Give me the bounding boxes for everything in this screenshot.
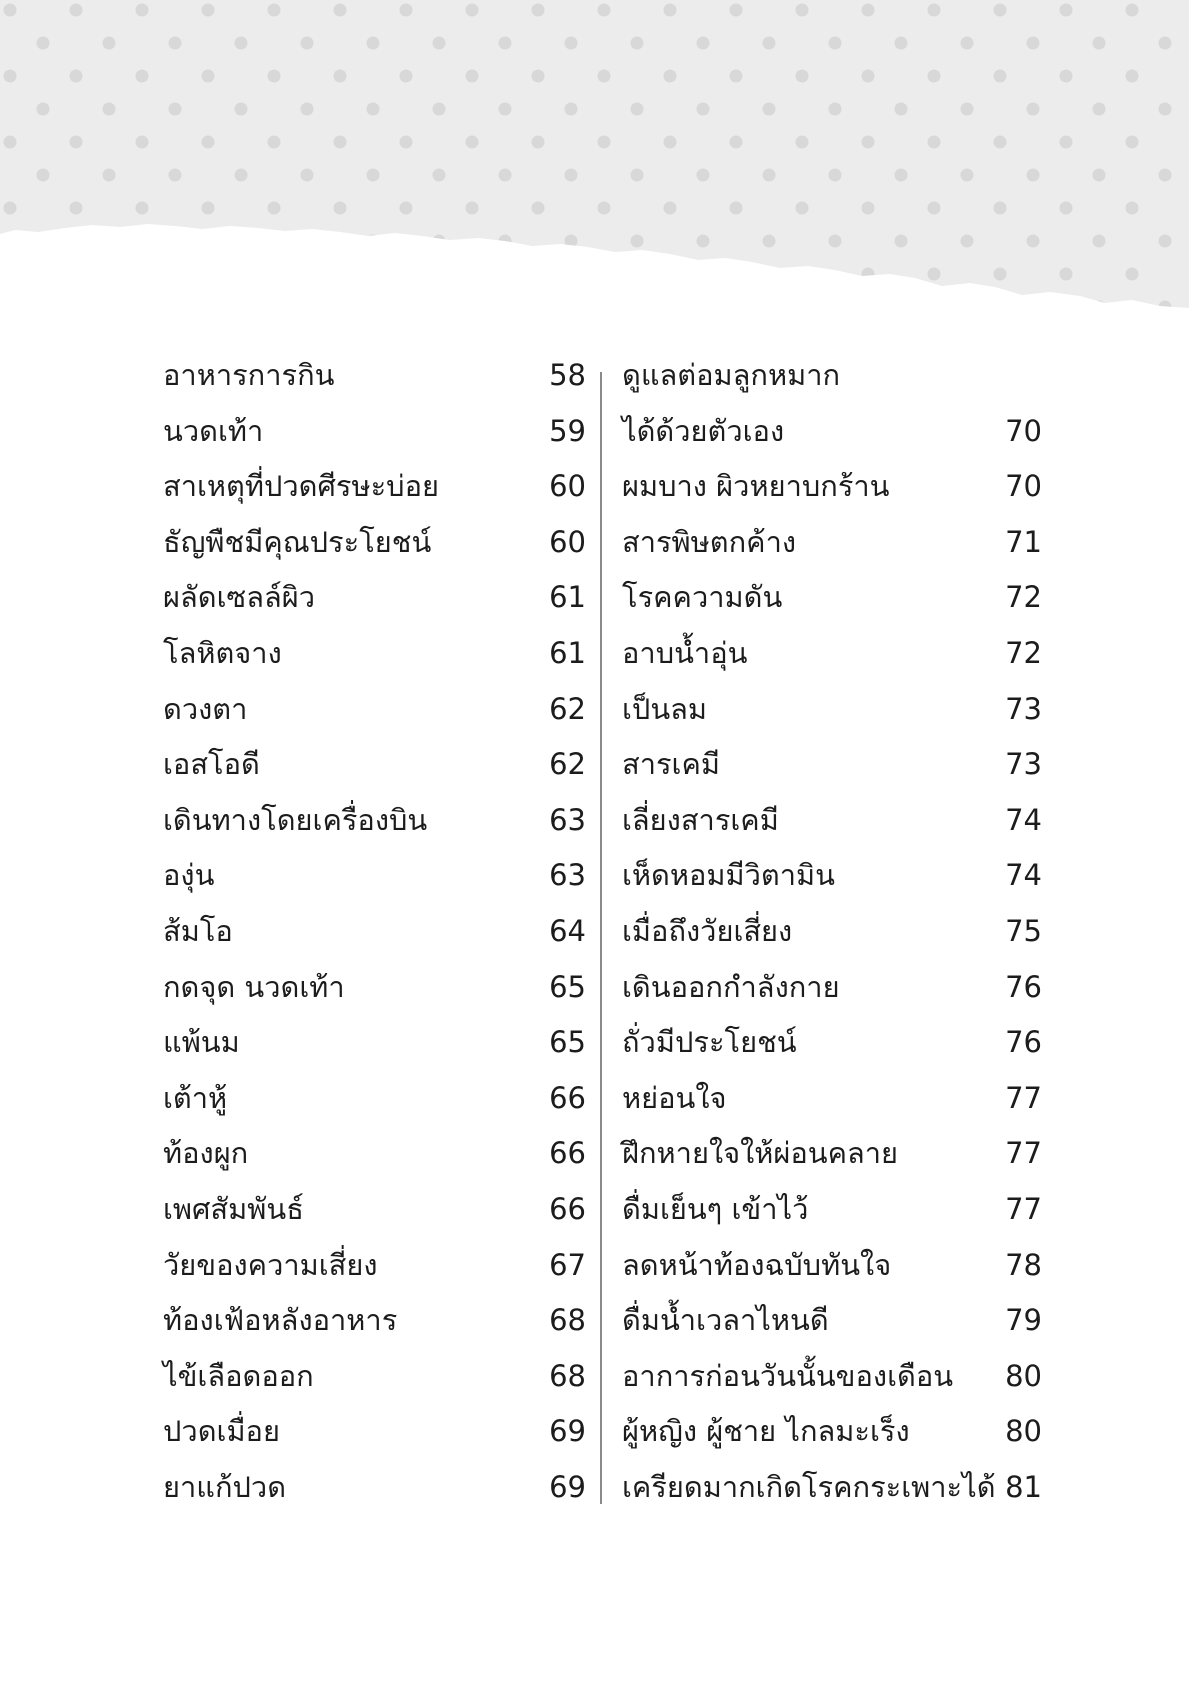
- toc-entry[interactable]: [622, 689, 1042, 745]
- toc-entry-title: ดวงตา: [163, 691, 248, 726]
- toc-entry-title: องุ่น: [163, 858, 215, 893]
- toc-entry-title: ผมบาง ผิวหยาบกร้าน: [622, 469, 890, 504]
- toc-entry[interactable]: [622, 355, 1042, 411]
- toc-entry-title: อาการก่อนวันนั้นของเดือน: [622, 1358, 954, 1393]
- toc-entry-page: 66: [549, 1136, 586, 1171]
- toc-entry[interactable]: [163, 1300, 586, 1356]
- toc-entry-page: 66: [549, 1080, 586, 1115]
- toc-entry-title: กดจุด นวดเท้า: [163, 969, 345, 1004]
- toc-entry-title: เครียดมากเกิดโรคกระเพาะได้: [622, 1469, 996, 1504]
- toc-entry[interactable]: [622, 1133, 1042, 1189]
- toc-entry-page: 78: [1005, 1247, 1042, 1282]
- toc-entry-page: 77: [1005, 1191, 1042, 1226]
- toc-entry[interactable]: [622, 1078, 1042, 1134]
- toc-entry-title: ส้มโอ: [163, 913, 233, 948]
- toc-entry-page: 79: [1005, 1303, 1042, 1338]
- toc-entry[interactable]: [163, 522, 586, 578]
- toc-entry[interactable]: [622, 800, 1042, 856]
- toc-entry-page: 72: [1005, 635, 1042, 670]
- toc-entry-title: แพ้นม: [163, 1025, 240, 1060]
- toc-entry-title: โรคความดัน: [622, 580, 783, 615]
- toc-right-column: [622, 355, 1042, 1522]
- toc-entry-title: เป็นลม: [622, 691, 708, 726]
- toc-entry-title: ปวดเมื่อย: [163, 1414, 280, 1449]
- toc-entry-page: 58: [549, 358, 586, 392]
- toc-entry-title: เต้าหู้: [163, 1080, 228, 1115]
- toc-entry-title: นวดเท้า: [163, 413, 264, 448]
- toc-entry[interactable]: [622, 1189, 1042, 1245]
- toc-entry[interactable]: [622, 466, 1042, 522]
- toc-entry-title: หย่อนใจ: [622, 1080, 727, 1115]
- toc-entry-page: 68: [549, 1358, 586, 1393]
- toc-entry[interactable]: [163, 744, 586, 800]
- toc-entry[interactable]: [622, 411, 1042, 467]
- toc-entry[interactable]: [163, 1189, 586, 1245]
- toc-entry[interactable]: [163, 1356, 586, 1412]
- toc-entry-page: 70: [1005, 413, 1042, 448]
- toc-entry-page: 80: [1005, 1414, 1042, 1449]
- toc-entry-title: ได้ด้วยตัวเอง: [622, 413, 785, 448]
- toc-entry-title: ดื่มน้ำเวลาไหนดี: [622, 1303, 829, 1338]
- toc-entry-title: เดินทางโดยเครื่องบิน: [163, 802, 428, 837]
- toc-entry-page: 70: [1005, 469, 1042, 504]
- toc-entry-page: 61: [549, 580, 586, 615]
- torn-paper-banner: [0, 0, 1189, 320]
- toc-entry[interactable]: [622, 1467, 1042, 1523]
- toc-entry-title: โลหิตจาง: [163, 635, 282, 670]
- toc-entry-page: 74: [1005, 858, 1042, 893]
- banner-dots: [0, 0, 1189, 308]
- toc-entry-page: 60: [549, 469, 586, 504]
- toc-entry-page: 65: [549, 1025, 586, 1060]
- toc-entry-title: เพศสัมพันธ์: [163, 1191, 304, 1226]
- toc-entry[interactable]: [163, 1411, 586, 1467]
- toc-entry-page: 72: [1005, 580, 1042, 615]
- toc-entry-title: ถั่วมีประโยชน์: [622, 1025, 797, 1060]
- toc-entry-page: 76: [1005, 969, 1042, 1004]
- toc-entry-title: ท้องผูก: [163, 1136, 249, 1171]
- toc-entry[interactable]: [622, 1300, 1042, 1356]
- toc-entry-page: 76: [1005, 1025, 1042, 1060]
- toc-entry-page: 69: [549, 1469, 586, 1504]
- toc-entry-page: 65: [549, 969, 586, 1004]
- toc-entry-page: 64: [549, 913, 586, 948]
- toc-entry[interactable]: [163, 1078, 586, 1134]
- toc-entry-title: อาบน้ำอุ่น: [622, 635, 748, 670]
- toc-entry[interactable]: [622, 744, 1042, 800]
- toc-entry-title: ดื่มเย็นๆ เข้าไว้: [622, 1191, 809, 1226]
- toc-entry[interactable]: [622, 1245, 1042, 1301]
- toc-entry-title: สาเหตุที่ปวดศีรษะบ่อย: [163, 469, 439, 504]
- toc-entry-title: ผู้หญิง ผู้ชาย ไกลมะเร็ง: [622, 1414, 910, 1449]
- toc-entry-page: 63: [549, 858, 586, 893]
- toc-entry-page: 71: [1005, 524, 1042, 559]
- toc-entry-title: ธัญพืชมีคุณประโยชน์: [163, 524, 432, 559]
- toc-entry[interactable]: [163, 967, 586, 1023]
- toc-entry-title: วัยของความเสี่ยง: [163, 1247, 378, 1282]
- toc-entry-page: 60: [549, 524, 586, 559]
- toc-entry-title: อาหารการกิน: [163, 358, 335, 392]
- toc-entry-title: เอสโอดี: [163, 747, 260, 782]
- toc-entry-page: 74: [1005, 802, 1042, 837]
- column-divider: [600, 372, 602, 1504]
- toc-entry[interactable]: [163, 1133, 586, 1189]
- toc-entry-title: สารเคมี: [622, 747, 720, 782]
- toc-entry[interactable]: [163, 800, 586, 856]
- toc-left-column: [163, 355, 586, 1522]
- toc-entry-page: 80: [1005, 1358, 1042, 1393]
- toc-entry[interactable]: [622, 1022, 1042, 1078]
- toc-entry-page: 69: [549, 1414, 586, 1449]
- toc-entry-title: เห็ดหอมมีวิตามิน: [622, 858, 835, 893]
- toc-entry-page: 81: [1005, 1469, 1042, 1504]
- toc-entry[interactable]: [622, 1356, 1042, 1412]
- toc-entry[interactable]: [163, 1022, 586, 1078]
- toc-entry-page: 68: [549, 1303, 586, 1338]
- toc-entry-page: 66: [549, 1191, 586, 1226]
- toc-entry-page: 77: [1005, 1136, 1042, 1171]
- toc-entry[interactable]: [622, 577, 1042, 633]
- toc-entry-page: 75: [1005, 913, 1042, 948]
- toc-entry[interactable]: [163, 1245, 586, 1301]
- toc-entry[interactable]: [622, 967, 1042, 1023]
- toc-entry-title: ท้องเฟ้อหลังอาหาร: [163, 1303, 398, 1338]
- toc-entry[interactable]: [622, 855, 1042, 911]
- toc-entry[interactable]: [622, 522, 1042, 578]
- toc-entry-title: ดูแลต่อมลูกหมาก: [622, 358, 841, 392]
- toc-entry[interactable]: [163, 411, 586, 467]
- toc-entry[interactable]: [163, 855, 586, 911]
- toc-entry-title: ไข้เลือดออก: [163, 1358, 314, 1393]
- toc-entry-title: ผลัดเซลล์ผิว: [163, 580, 316, 615]
- toc-entry-page: 77: [1005, 1080, 1042, 1115]
- toc-entry-page: 73: [1005, 747, 1042, 782]
- toc-entry[interactable]: [163, 911, 586, 967]
- toc-entry[interactable]: [622, 1411, 1042, 1467]
- toc-entry[interactable]: [163, 466, 586, 522]
- toc-entry[interactable]: [163, 633, 586, 689]
- toc-entry-page: 59: [549, 413, 586, 448]
- toc-entry[interactable]: [622, 633, 1042, 689]
- toc-entry[interactable]: [163, 577, 586, 633]
- toc-entry-title: เมื่อถึงวัยเสี่ยง: [622, 913, 793, 948]
- toc-entry-title: เลี่ยงสารเคมี: [622, 802, 779, 837]
- toc-entry-title: ยาแก้ปวด: [163, 1469, 287, 1504]
- toc-entry-title: ลดหน้าท้องฉบับทันใจ: [622, 1247, 892, 1282]
- toc-entry-page: 73: [1005, 691, 1042, 726]
- toc-entry-title: เดินออกกำลังกาย: [622, 969, 840, 1004]
- toc-entry-page: 63: [549, 802, 586, 837]
- toc-entry-page: 62: [549, 691, 586, 726]
- toc-entry[interactable]: [163, 689, 586, 745]
- toc-entry-title: สารพิษตกค้าง: [622, 524, 797, 559]
- toc-entry[interactable]: [163, 1467, 586, 1523]
- toc-entry-page: 62: [549, 747, 586, 782]
- toc-entry[interactable]: [622, 911, 1042, 967]
- toc-entry[interactable]: [163, 355, 586, 411]
- toc-entry-page: 61: [549, 635, 586, 670]
- toc-entry-title: ฝึกหายใจให้ผ่อนคลาย: [622, 1136, 899, 1171]
- toc-entry-page: 67: [549, 1247, 586, 1282]
